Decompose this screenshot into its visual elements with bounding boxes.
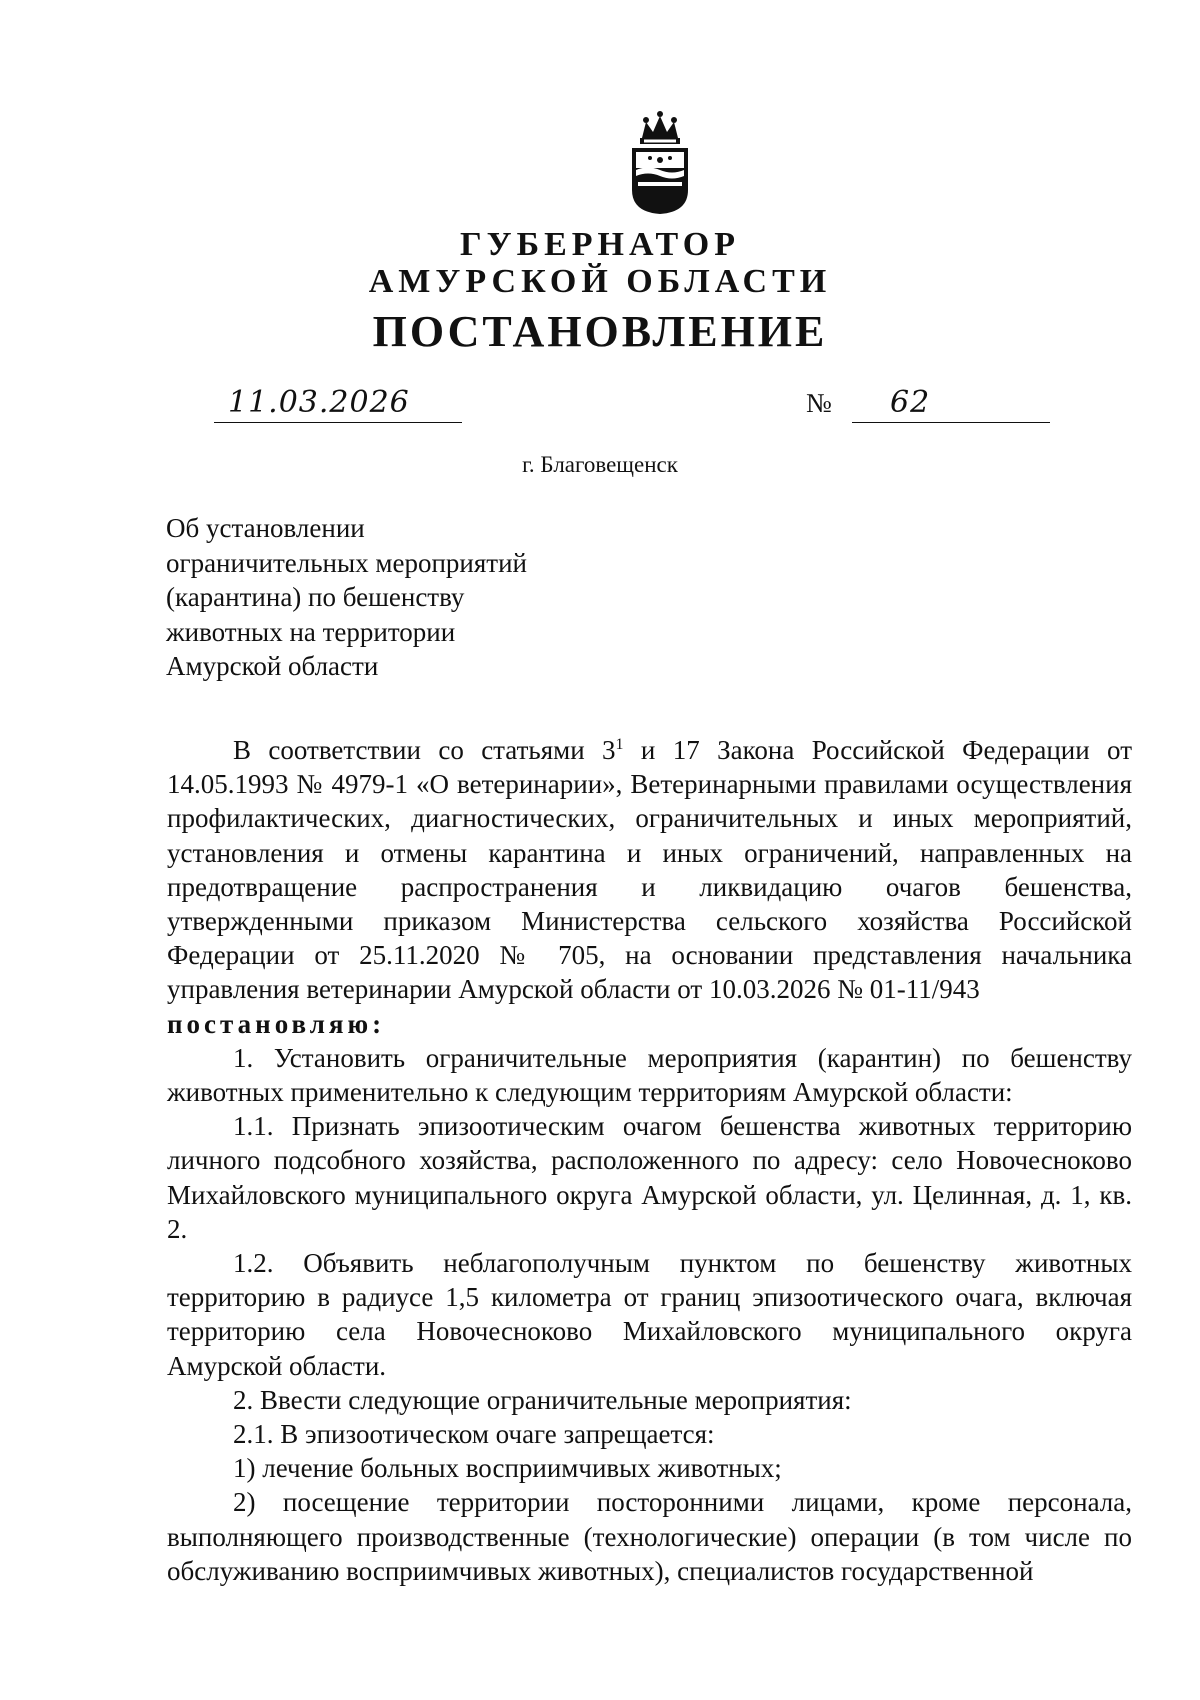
number-label: № (806, 388, 832, 418)
preamble-paragraph (167, 733, 1132, 1007)
document-type-title: ПОСТАНОВЛЕНИЕ (372, 307, 828, 356)
clause-paragraph: 1. Установить ограничительные мероприятия (карантин) по бешенству животных применительно к следующим территориям Амурской области: (167, 1042, 1132, 1108)
decree-word: постановляю: (167, 1008, 386, 1039)
subject-line: Об установлении (166, 513, 365, 543)
handwritten-number: 62 (890, 385, 931, 420)
clause-paragraph: 1) лечение больных восприимчивых животных; (233, 1453, 782, 1484)
subject-line: ограничительных мероприятий (166, 547, 527, 578)
handwritten-date: 11.03.2026 (228, 385, 410, 420)
clause-paragraph: 2.1. В эпизоотическом очаге запрещается: (233, 1419, 715, 1450)
subject-line: Амурской области (166, 651, 379, 681)
number-field (852, 386, 1050, 423)
coat-of-arms-emblem (628, 108, 692, 216)
region-title: АМУРСКОЙ ОБЛАСТИ (368, 263, 832, 300)
superscript: 1 (615, 736, 624, 753)
date-field (214, 386, 462, 423)
governor-title: ГУБЕРНАТОР (460, 226, 740, 263)
clause-paragraph: 2. Ввести следующие ограничительные мероприятия: (233, 1384, 852, 1415)
subject-line: животных на территории (166, 616, 456, 647)
clause-paragraph: 2) посещение территории посторонними лицами, кроме персонала, выполняющего производственные (технологические) операции (в том числе по обслуживанию восприимчивых животных), специалистов государственной (167, 1487, 1132, 1586)
preamble-text-start: В соответствии со статьями 3 (233, 735, 616, 765)
city-name: г. Благовещенск (522, 452, 678, 477)
subject-line: (карантина) по бешенству (166, 582, 465, 612)
clause-paragraph: 1.1. Признать эпизоотическим очагом бешенства животных территорию личного подсобного хозяйства, расположенного по адресу: село Новочесноково Михайловского муниципального округа Амурской области, ул. Целинная, д. 1, кв. 2. (167, 1111, 1132, 1244)
clause-paragraph: 1.2. Объявить неблагополучным пунктом по бешенству животных территорию в радиусе 1,5 километра от границ эпизоотического очага, включая территорию села Новочесноково Михайловского муниципального округа Амурской области. (167, 1248, 1132, 1381)
preamble-text-rest: и 17 Закона Российской Федерации от 14.05.1993 № 4979-1 «О ветеринарии», Ветеринарными правилами осуществления профилактических, диагностических, ограничительных и иных мероприятий, установления и отмены карантина и иных ограничений, направленных на предотвращение распространения и ликвидацию очагов бешенства, утвержденными приказом Министерства сельского хозяйства Российской Федерации от 25.11.2020 № 705, на основании представления начальника управления ветеринарии Амурской области от 10.03.2026 № 01-11/943 (167, 735, 1132, 1005)
document-body (167, 733, 1132, 1588)
document-subject (166, 511, 666, 684)
